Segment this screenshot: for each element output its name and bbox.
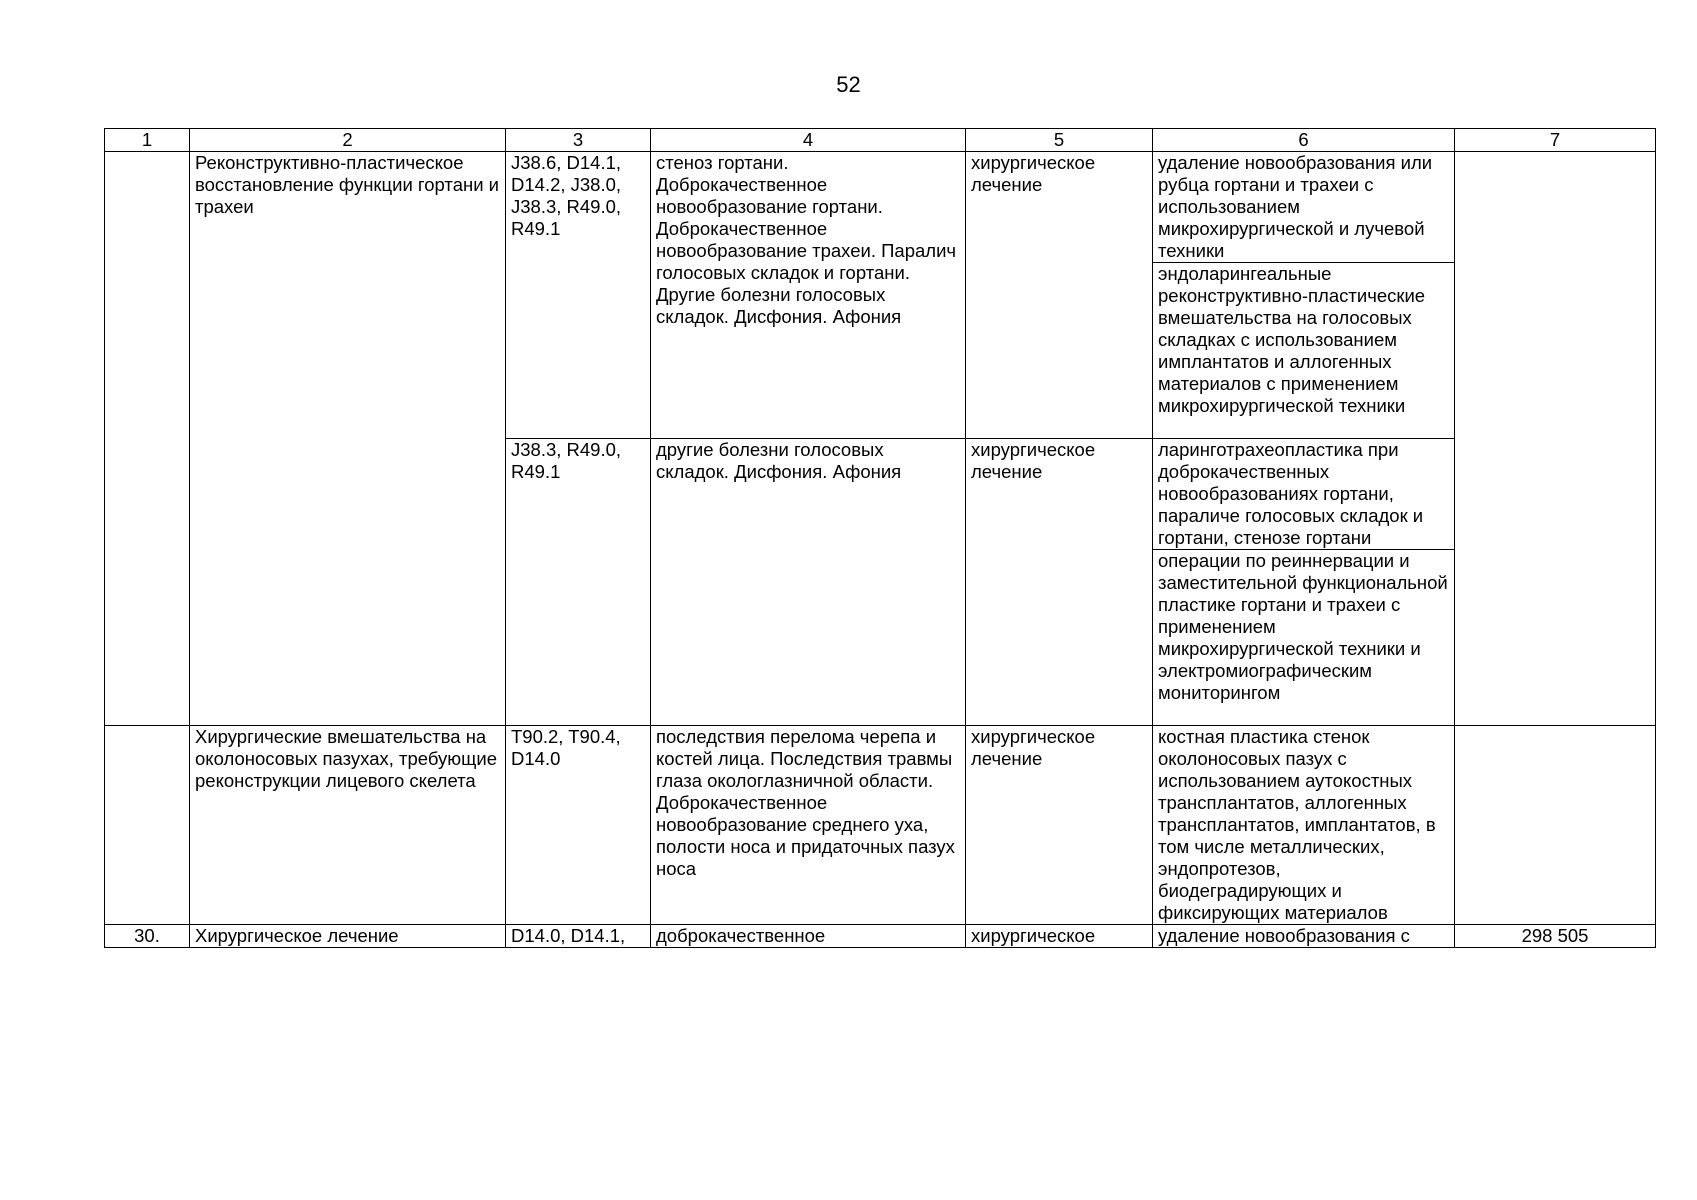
- method-cell: удаление новообразования или рубца гортани и трахеи с использованием микрохирургической и лучевой техники: [1153, 152, 1455, 263]
- method-cell: операции по реиннервации и заместительной функциональной пластике гортани и трахеи с применением микрохирургической техники и электромиографическим мониторингом: [1153, 550, 1455, 726]
- service-name-cell: Хирургические вмешательства на околоносовых пазухах, требующие реконструкции лицевого скелета: [190, 726, 506, 925]
- treatment-cell: хирургическое: [966, 925, 1153, 948]
- header-col-6: 6: [1153, 129, 1455, 152]
- header-col-7: 7: [1455, 129, 1656, 152]
- method-cell: удаление новообразования с: [1153, 925, 1455, 948]
- method-cell: ларинготрахеопластика при доброкачественных новообразованиях гортани, параличе голосовых складок и гортани, стенозе гортани: [1153, 439, 1455, 550]
- codes-cell: T90.2, T90.4, D14.0: [506, 726, 651, 925]
- services-table: [104, 128, 1656, 948]
- diagnosis-cell: другие болезни голосовых складок. Дисфония. Афония: [651, 439, 966, 726]
- price-cell: 298 505: [1455, 925, 1656, 948]
- row-number-cell: 30.: [105, 925, 190, 948]
- header-col-4: 4: [651, 129, 966, 152]
- row-number-cell: [105, 152, 190, 726]
- table-row: [105, 726, 1656, 925]
- codes-cell: D14.0, D14.1,: [506, 925, 651, 948]
- treatment-cell: хирургическое лечение: [966, 726, 1153, 925]
- header-col-1: 1: [105, 129, 190, 152]
- table-row: [105, 925, 1656, 948]
- row-number-cell: [105, 726, 190, 925]
- diagnosis-cell: стеноз гортани. Доброкачественное новообразование гортани. Доброкачественное новообразование трахеи. Паралич голосовых складок и гортани. Другие болезни голосовых складок. Дисфония. Афония: [651, 152, 966, 439]
- codes-cell: J38.3, R49.0, R49.1: [506, 439, 651, 726]
- price-cell: [1455, 726, 1656, 925]
- treatment-cell: хирургическое лечение: [966, 152, 1153, 439]
- diagnosis-cell: последствия перелома черепа и костей лица. Последствия травмы глаза окологлазничной области. Доброкачественное новообразование среднего уха, полости носа и придаточных пазух носа: [651, 726, 966, 925]
- header-col-2: 2: [190, 129, 506, 152]
- diagnosis-cell: доброкачественное: [651, 925, 966, 948]
- price-cell: [1455, 152, 1656, 726]
- service-name-cell: Хирургическое лечение: [190, 925, 506, 948]
- table-header-row: [105, 129, 1656, 152]
- treatment-cell: хирургическое лечение: [966, 439, 1153, 726]
- header-col-3: 3: [506, 129, 651, 152]
- method-cell: эндоларингеальные реконструктивно-пластические вмешательства на голосовых складках с использованием имплантатов и аллогенных материалов с применением микрохирургической техники: [1153, 263, 1455, 439]
- table-row: [105, 152, 1656, 263]
- service-name-cell: Реконструктивно-пластическое восстановление функции гортани и трахеи: [190, 152, 506, 726]
- codes-cell: J38.6, D14.1, D14.2, J38.0, J38.3, R49.0, R49.1: [506, 152, 651, 439]
- method-cell: костная пластика стенок околоносовых пазух с использованием аутокостных трансплантатов, аллогенных трансплантатов, имплантатов, в том числе металлических, эндопротезов, биодеградирующих и фиксирующих материалов: [1153, 726, 1455, 925]
- header-col-5: 5: [966, 129, 1153, 152]
- page-number: 52: [836, 72, 861, 97]
